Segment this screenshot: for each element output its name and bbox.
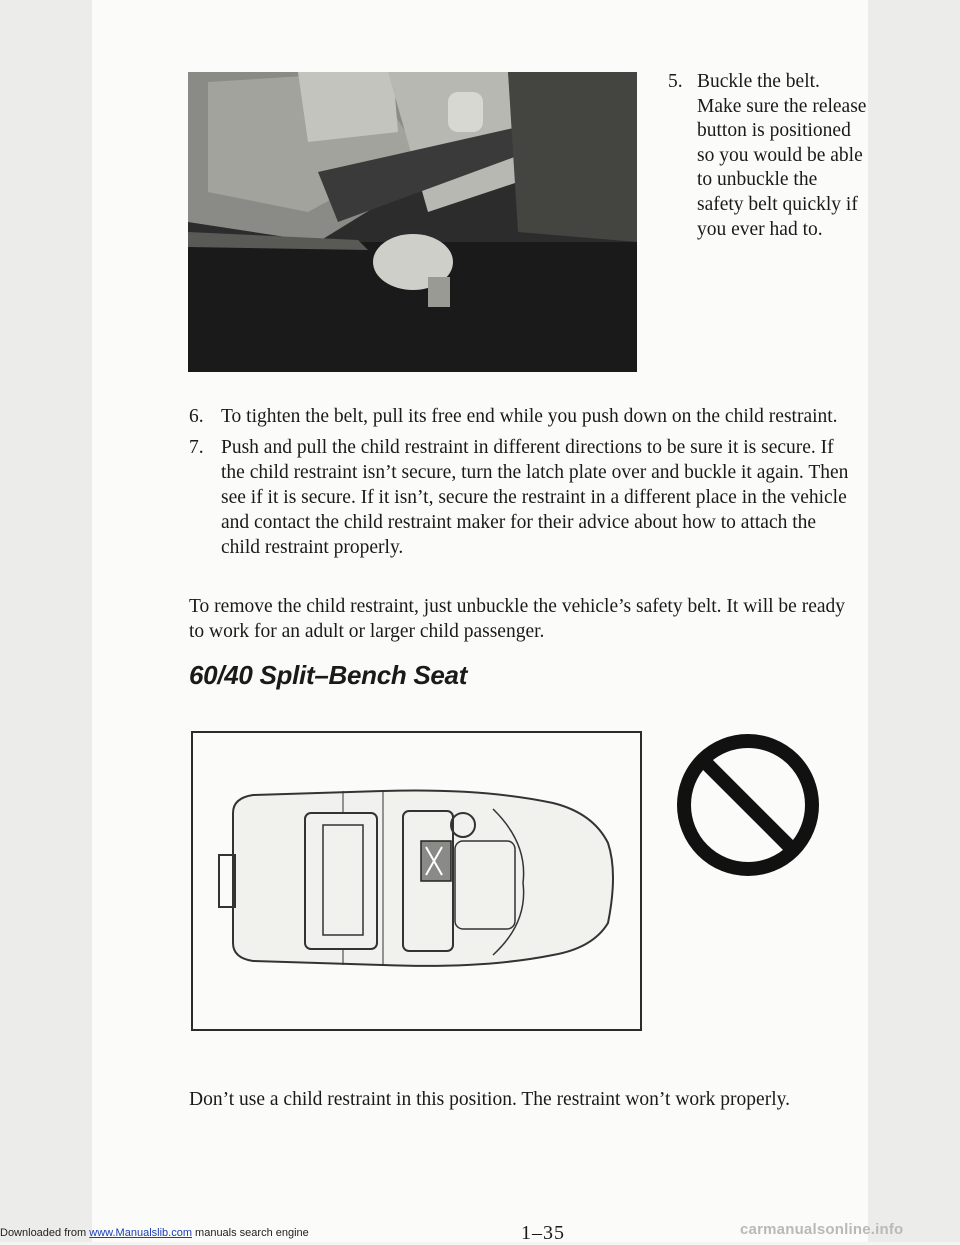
- left-margin: [0, 0, 92, 1242]
- step-list: [189, 404, 849, 566]
- footer-suffix: manuals search engine: [191, 1227, 309, 1239]
- step-7-number: 7.: [189, 437, 204, 458]
- section-heading: 60/40 Split–Bench Seat: [189, 660, 468, 690]
- watermark-text: carmanualsonline.info: [740, 1221, 904, 1238]
- step-6-number: 6.: [189, 406, 204, 427]
- page-number: 1–35: [521, 1222, 565, 1244]
- step-5-number: 5.: [668, 71, 683, 92]
- seat-diagram: [191, 731, 642, 1031]
- step-5-text: Buckle the belt. Make sure the release button is positioned so you would be able to unbuckle the safety belt quickly if you ever had to.: [697, 71, 867, 240]
- removal-paragraph: To remove the child restraint, just unbuckle the vehicle’s safety belt. It will be ready to work for an adult or larger child passenger.: [189, 596, 846, 642]
- step-6-text: To tighten the belt, pull its free end while you push down on the child restraint.: [221, 406, 838, 427]
- step-7: [189, 435, 849, 560]
- download-footer: [0, 1227, 309, 1239]
- right-margin: [868, 0, 960, 1242]
- manualslib-link[interactable]: www.Manualslib.com: [89, 1227, 192, 1239]
- footer-prefix: Downloaded from: [0, 1227, 90, 1239]
- step-5: [668, 70, 868, 242]
- prohibited-icon: [676, 733, 826, 888]
- step-6: [189, 404, 849, 429]
- step-7-text: Push and pull the child restraint in different directions to be sure it is secure. If the child restraint isn’t secure, turn the latch plate over and buckle it again. Then see if it is secure. If it isn’t, secure the restraint in a different place in the vehicle and contact the child restraint maker for their advice about how to attach the child restraint properly.: [221, 437, 849, 558]
- buckle-photo: [188, 72, 637, 372]
- diagram-caption: Don’t use a child restraint in this position. The restraint won’t work properly.: [189, 1089, 790, 1110]
